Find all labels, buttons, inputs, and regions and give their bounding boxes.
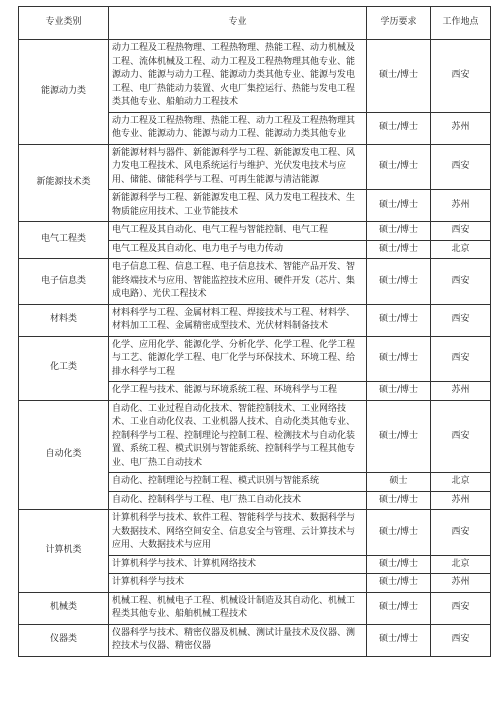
header-category: 专业类别	[19, 7, 109, 40]
education-cell: 硕士/博士	[367, 304, 431, 336]
header-major: 专业	[109, 7, 367, 40]
category-cell: 自动化类	[19, 400, 109, 510]
location-cell: 西安	[431, 400, 491, 473]
education-cell: 硕士/博士	[367, 382, 431, 401]
category-cell: 化工类	[19, 336, 109, 400]
table-row	[19, 40, 491, 113]
category-cell: 机械类	[19, 592, 109, 624]
major-cell: 材料科学与工程、金属材料工程、焊接技术与工程、材料学、材料加工工程、金属精密成型技术、光伏材料制备技术	[109, 304, 367, 336]
location-cell: 苏州	[431, 112, 491, 144]
header-education: 学历要求	[367, 7, 431, 40]
majors-table	[18, 6, 491, 657]
major-cell: 自动化、控制理论与控制工程、模式识别与智能系统	[109, 473, 367, 492]
table-body	[19, 40, 491, 657]
location-cell: 西安	[431, 592, 491, 624]
location-cell: 西安	[431, 304, 491, 336]
major-cell: 自动化、控制科学与工程、电厂热工自动化技术	[109, 491, 367, 510]
major-cell: 电气工程及其自动化、电力电子与电力传动	[109, 240, 367, 259]
location-cell: 北京	[431, 555, 491, 574]
education-cell: 硕士/博士	[367, 624, 431, 656]
education-cell: 硕士	[367, 473, 431, 492]
education-cell: 硕士/博士	[367, 112, 431, 144]
table-row	[19, 592, 491, 624]
location-cell: 西安	[431, 624, 491, 656]
major-cell: 仪器科学与技术、精密仪器及机械、测试计量技术及仪器、测控技术与仪器、精密仪器	[109, 624, 367, 656]
major-cell: 计算机科学与技术	[109, 574, 367, 593]
major-cell: 新能源材料与器件、新能源科学与工程、新能源发电工程、风力发电工程技术、风电系统运行与维护、光伏发电技术与应用、储能、储能科学与工程、可再生能源与清洁能源	[109, 144, 367, 190]
education-cell: 硕士/博士	[367, 574, 431, 593]
education-cell: 硕士/博士	[367, 259, 431, 305]
major-cell: 计算机科学与技术、软件工程、智能科学与技术、数据科学与大数据技术、网络空间安全、信息安全与管理、云计算技术与应用、大数据技术与应用	[109, 510, 367, 556]
category-cell: 新能源技术类	[19, 144, 109, 222]
location-cell: 北京	[431, 473, 491, 492]
location-cell: 西安	[431, 510, 491, 556]
table-header-row	[19, 7, 491, 40]
location-cell: 西安	[431, 336, 491, 382]
education-cell: 硕士/博士	[367, 144, 431, 190]
education-cell: 硕士/博士	[367, 222, 431, 241]
education-cell: 硕士/博士	[367, 240, 431, 259]
table-row	[19, 259, 491, 305]
major-cell: 电子信息工程、信息工程、电子信息技术、智能产品开发、智能终端技术与应用、智能监控技术应用、硬件开发（芯片、集成电路）、光伏工程技术	[109, 259, 367, 305]
major-cell: 动力工程及工程热物理、工程热物理、热能工程、动力机械及工程、流体机械及工程、动力工程及工程热物理其他专业、能源动力、能源与动力工程、能源动力类其他专业、能源与发电工程、电厂热能动力装置、火电厂集控运行、热能与发电工程类其他专业、船舶动力工程技术	[109, 40, 367, 113]
category-cell: 材料类	[19, 304, 109, 336]
major-cell: 化学工程与技术、能源与环境系统工程、环境科学与工程	[109, 382, 367, 401]
category-cell: 计算机类	[19, 510, 109, 593]
location-cell: 苏州	[431, 190, 491, 222]
major-cell: 新能源科学与工程、新能源发电工程、风力发电工程技术、生物质能应用技术、工业节能技术	[109, 190, 367, 222]
header-location: 工作地点	[431, 7, 491, 40]
table-row	[19, 144, 491, 190]
category-cell: 仪器类	[19, 624, 109, 656]
education-cell: 硕士/博士	[367, 491, 431, 510]
education-cell: 硕士/博士	[367, 336, 431, 382]
table-row	[19, 304, 491, 336]
location-cell: 西安	[431, 144, 491, 190]
education-cell: 硕士/博士	[367, 510, 431, 556]
location-cell: 西安	[431, 259, 491, 305]
location-cell: 苏州	[431, 382, 491, 401]
major-cell: 电气工程及其自动化、电气工程与智能控制、电气工程	[109, 222, 367, 241]
table-row	[19, 400, 491, 473]
education-cell: 硕士/博士	[367, 190, 431, 222]
location-cell: 苏州	[431, 491, 491, 510]
category-cell: 电子信息类	[19, 259, 109, 305]
table-row	[19, 510, 491, 556]
location-cell: 西安	[431, 40, 491, 113]
location-cell: 北京	[431, 240, 491, 259]
major-cell: 计算机科学与技术、计算机网络技术	[109, 555, 367, 574]
table-row	[19, 624, 491, 656]
education-cell: 硕士/博士	[367, 400, 431, 473]
major-cell: 化学、应用化学、能源化学、分析化学、化学工程、化学工程与工艺、能源化学工程、电厂化学与环保技术、环境工程、给排水科学与工程	[109, 336, 367, 382]
major-cell: 机械工程、机械电子工程、机械设计制造及其自动化、机械工程类其他专业、船舶机械工程技术	[109, 592, 367, 624]
major-cell: 动力工程及工程热物理、热能工程、动力工程及工程热物理其他专业、能源动力、能源与动力工程、能源动力类其他专业	[109, 112, 367, 144]
education-cell: 硕士/博士	[367, 555, 431, 574]
category-cell: 能源动力类	[19, 40, 109, 145]
education-cell: 硕士/博士	[367, 592, 431, 624]
location-cell: 西安	[431, 222, 491, 241]
education-cell: 硕士/博士	[367, 40, 431, 113]
major-cell: 自动化、工业过程自动化技术、智能控制技术、工业网络技术、工业自动化仪表、工业机器人技术、自动化类其他专业、控制科学与工程、控制理论与控制工程、检测技术与自动化装置、系统工程、模式识别与智能系统、控制科学与工程其他专业、电厂热工自动技术	[109, 400, 367, 473]
category-cell: 电气工程类	[19, 222, 109, 259]
table-row	[19, 336, 491, 382]
table-row	[19, 222, 491, 241]
location-cell: 苏州	[431, 574, 491, 593]
